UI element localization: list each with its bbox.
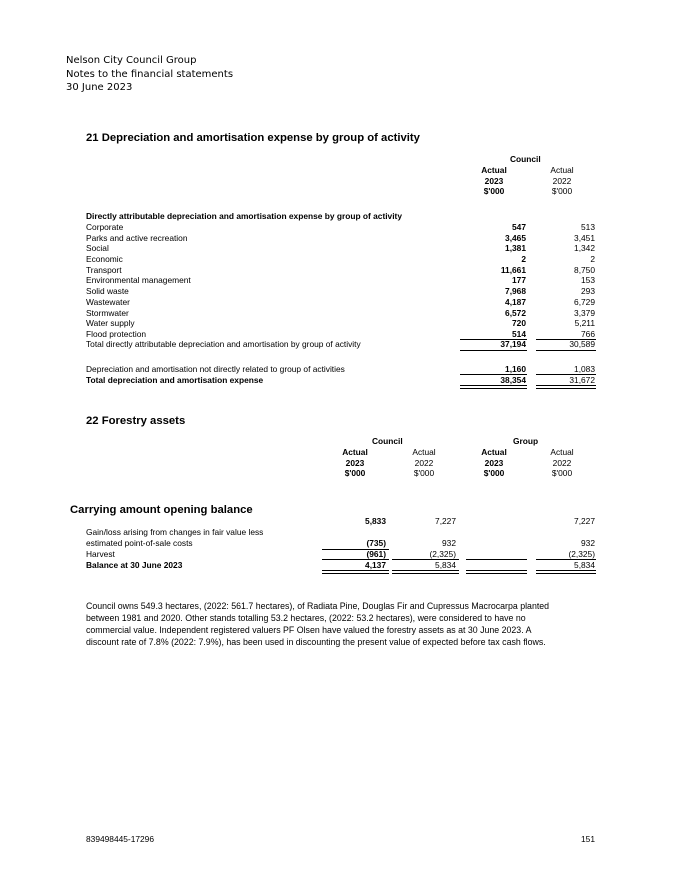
note21-total-direct-2023: 37,194 (500, 339, 526, 349)
row-label: Wastewater (86, 296, 130, 307)
note22-group-col-2022: Actual 2022 $'000 (550, 447, 574, 479)
note22-harvest-g2022: (2,325) (568, 549, 595, 559)
note22-harvest-label: Harvest (86, 549, 115, 559)
note21-title: 21 Depreciation and amortisation expense by group of activity (86, 132, 420, 144)
footer-doc-id: 839498445-17296 (86, 834, 154, 844)
table-row (86, 243, 606, 254)
table-row (86, 265, 606, 276)
double-rule (392, 570, 459, 574)
note22-harvest-c2023: (961) (366, 549, 386, 559)
row-value-2022: 766 (581, 328, 595, 339)
note22-balance-label: Balance at 30 June 2023 (86, 560, 183, 570)
rule (460, 350, 527, 351)
note22-opening-label: Carrying amount opening balance (70, 504, 253, 516)
row-label: Economic (86, 254, 123, 265)
row-label: Environmental management (86, 275, 191, 286)
note22-paragraph: Council owns 549.3 hectares, (2022: 561.7 hectares), of Radiata Pine, Douglas Fir and Cupressus Macrocarpa planted between 1981 and 2020. Other stands totalling 53.2 hectares, (2022: 53.2 hectares), were considered to have no commercial value. Independent registered valuers PF Olsen have valued the forestry assets as at 30 June 2023. A discount rate of 7.8% (2022: 7.9%), has been used in discounting the present value of expected before tax cash flows. (86, 601, 550, 647)
note21-not-direct-2022: 1,083 (574, 364, 595, 374)
row-value-2022: 5,211 (574, 318, 595, 329)
row-value-2022: 3,379 (574, 307, 595, 318)
note22-balance-g2022: 5,834 (574, 560, 595, 570)
note22-gain-c2022: 932 (442, 538, 456, 548)
row-label: Corporate (86, 222, 124, 232)
note21-col-group: Council (510, 154, 541, 164)
rule (460, 339, 527, 340)
note22-council-label: Council (372, 436, 403, 446)
row-value-2023: 720 (512, 318, 526, 329)
note22-group-label: Group (513, 436, 539, 446)
table-row (86, 308, 606, 319)
double-rule (466, 570, 527, 574)
row-label: Stormwater (86, 307, 129, 318)
note22-gain-label-2: estimated point-of-sale costs (86, 538, 193, 548)
double-rule (322, 570, 389, 574)
note21-not-direct-2023: 1,160 (505, 364, 526, 374)
note21-subheading: Directly attributable depreciation and amortisation expense by group of activity (86, 211, 402, 221)
note22-gain-c2023: (735) (366, 538, 386, 548)
row-value-2022: 6,729 (574, 296, 595, 307)
note21-table (86, 222, 606, 340)
table-row (86, 329, 606, 340)
table-row (86, 297, 606, 308)
table-row (86, 233, 606, 244)
row-value-2023: 4,187 (505, 296, 526, 307)
row-value-2023: 2 (521, 254, 526, 265)
rule (466, 559, 527, 560)
row-value-2022: 293 (581, 286, 595, 297)
note22-balance-c2023: 4,137 (365, 560, 386, 570)
double-rule (536, 385, 596, 389)
note22-gain-label-1: Gain/loss arising from changes in fair value less (86, 527, 264, 537)
note21-col-2022: Actual 2022 $'000 (550, 165, 574, 197)
note21-total-direct-label: Total directly attributable depreciation and amortisation by group of activity (86, 339, 361, 349)
note21-total-2022: 31,672 (569, 375, 595, 385)
row-value-2023: 1,381 (505, 243, 526, 254)
table-row (86, 222, 606, 233)
rule (322, 549, 389, 550)
row-value-2022: 513 (581, 222, 595, 232)
header-date: 30 June 2023 (66, 82, 133, 93)
row-value-2023: 514 (512, 328, 526, 339)
rule (536, 350, 596, 351)
note21-total-direct-2022: 30,589 (569, 339, 595, 349)
note21-total-label: Total depreciation and amortisation expense (86, 375, 264, 385)
note22-group-col-2023: Actual 2023 $'000 (481, 447, 507, 479)
double-rule (536, 570, 596, 574)
table-row (86, 275, 606, 286)
row-value-2022: 2 (590, 254, 595, 265)
note22-balance-c2022: 5,834 (435, 560, 456, 570)
note22-title: 22 Forestry assets (86, 415, 186, 427)
row-value-2022: 1,342 (574, 243, 595, 254)
row-value-2022: 153 (581, 275, 595, 286)
note22-opening-c2022: 7,227 (435, 516, 456, 526)
note22-gain-g2022: 932 (581, 538, 595, 548)
note21-not-direct-label: Depreciation and amortisation not directly related to group of activities (86, 364, 345, 374)
note22-opening-g2022: 7,227 (574, 516, 595, 526)
note21-total-2023: 38,354 (500, 375, 526, 385)
note21-col-2023: Actual 2023 $'000 (481, 165, 507, 197)
rule (536, 339, 596, 340)
row-value-2023: 6,572 (505, 307, 526, 318)
page-number: 151 (581, 834, 595, 844)
row-value-2023: 11,661 (500, 264, 526, 275)
row-label: Transport (86, 264, 122, 275)
row-value-2023: 3,465 (505, 232, 526, 243)
row-label: Water supply (86, 318, 135, 329)
row-value-2023: 7,968 (505, 286, 526, 297)
row-label: Parks and active recreation (86, 232, 188, 243)
row-label: Solid waste (86, 286, 129, 297)
double-rule (460, 385, 527, 389)
table-row (86, 254, 606, 265)
table-row (86, 286, 606, 297)
note22-council-col-2023: Actual 2023 $'000 (342, 447, 368, 479)
header-org: Nelson City Council Group (66, 55, 197, 66)
header-subtitle: Notes to the financial statements (66, 68, 234, 80)
row-label: Social (86, 243, 109, 254)
note22-council-col-2022: Actual 2022 $'000 (412, 447, 436, 479)
row-value-2022: 3,451 (574, 232, 595, 243)
row-label: Flood protection (86, 328, 147, 339)
note22-opening-c2023: 5,833 (365, 516, 386, 526)
row-value-2022: 8,750 (574, 264, 595, 275)
row-value-2023: 547 (512, 222, 526, 232)
row-value-2023: 177 (512, 275, 526, 286)
note22-harvest-c2022: (2,325) (429, 549, 456, 559)
table-row (86, 318, 606, 329)
